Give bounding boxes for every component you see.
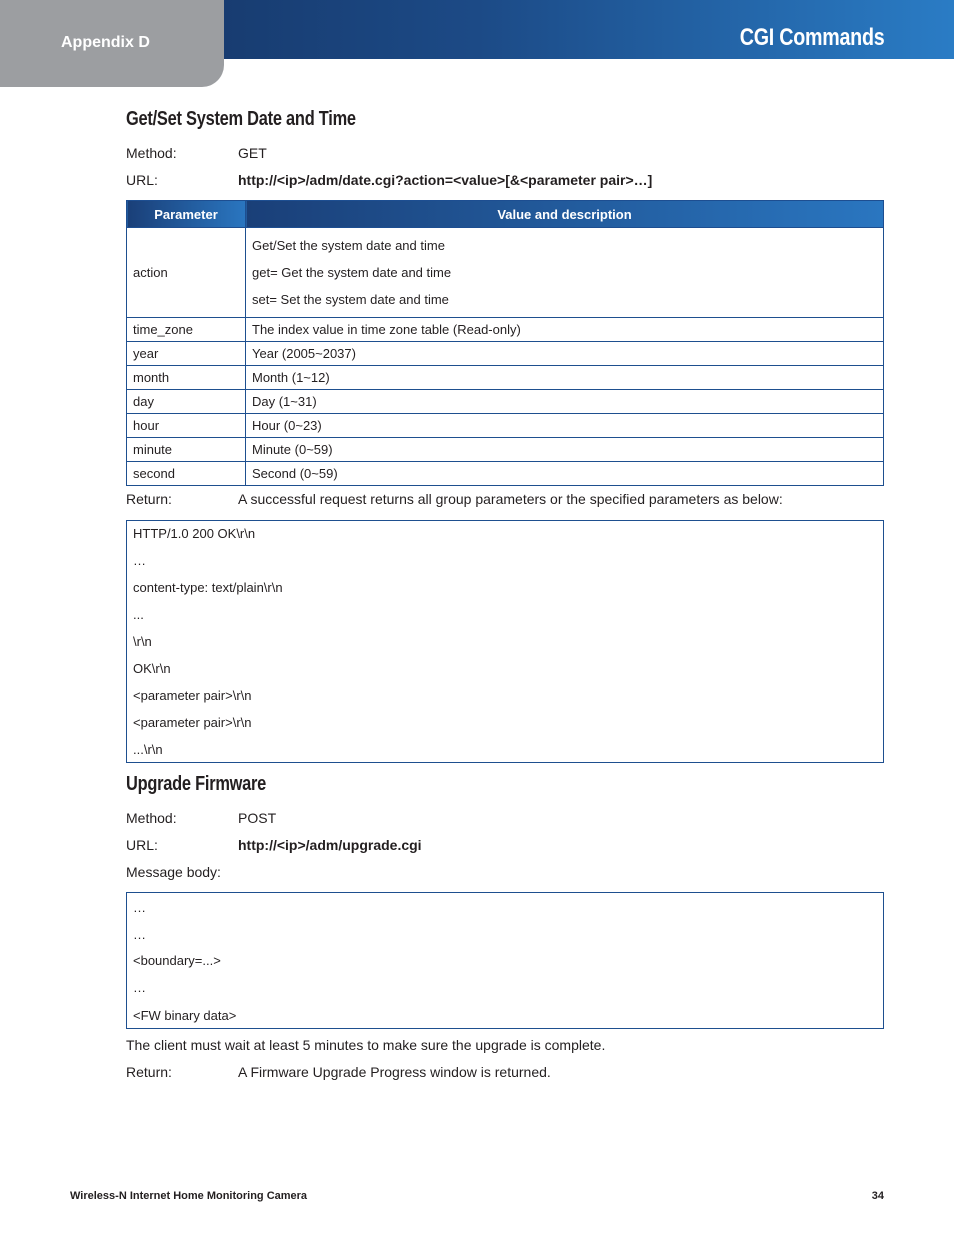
table-row [127,366,884,390]
url-row [126,172,652,188]
desc-cell: Year (2005~2037) [246,342,884,366]
parameter-table [126,200,884,486]
param-cell: month [127,366,246,390]
url-label: URL: [126,172,158,188]
param-cell: hour [127,414,246,438]
appendix-label: Appendix D [61,34,150,51]
table-header-description: Value and description [246,201,884,228]
return-value: A successful request returns all group parameters or the specified parameters as below: [238,491,783,507]
param-cell: time_zone [127,318,246,342]
method-row [126,810,276,826]
url-value: http://<ip>/adm/upgrade.cgi [238,837,422,853]
code-line: OK\r\n [133,661,171,676]
message-body-label: Message body: [126,864,221,880]
param-cell: year [127,342,246,366]
page-title: CGI Commands [739,24,884,51]
code-line: … [133,553,146,568]
message-body-code-box [126,892,884,1029]
desc-cell: Day (1~31) [246,390,884,414]
url-value: http://<ip>/adm/date.cgi?action=<value>[&<parameter pair>…] [238,172,653,188]
table-row [127,414,884,438]
wait-note: The client must wait at least 5 minutes to make sure the upgrade is complete. [126,1037,606,1053]
url-row [126,837,422,853]
method-value: GET [238,145,267,161]
code-line: <parameter pair>\r\n [133,715,252,730]
code-line: <parameter pair>\r\n [133,688,252,703]
code-line: ...\r\n [133,742,163,757]
param-cell: day [127,390,246,414]
desc-cell: Month (1~12) [246,366,884,390]
table-row [127,390,884,414]
param-cell: action [127,228,246,318]
appendix-tab [0,0,224,87]
response-code-box [126,520,884,763]
desc-cell: Hour (0~23) [246,414,884,438]
param-cell: minute [127,438,246,462]
desc-line: get= Get the system date and time [252,265,452,280]
desc-line: Get/Set the system date and time [252,238,445,253]
page-number: 34 [871,1190,884,1202]
code-line: content-type: text/plain\r\n [133,580,283,595]
desc-cell [246,228,884,318]
return-label: Return: [126,1064,172,1080]
code-line: HTTP/1.0 200 OK\r\n [133,526,256,541]
section-title-datetime: Get/Set System Date and Time [126,108,356,130]
footer-product: Wireless-N Internet Home Monitoring Camera [70,1190,308,1202]
table-row [127,318,884,342]
code-line: … [133,980,146,995]
return-row [126,491,783,507]
desc-cell: The index value in time zone table (Read-only) [246,318,884,342]
method-label: Method: [126,810,177,826]
table-row [127,438,884,462]
section-title-firmware: Upgrade Firmware [126,773,267,795]
return-value: A Firmware Upgrade Progress window is returned. [238,1064,551,1080]
code-line: <FW binary data> [133,1008,237,1023]
desc-cell: Second (0~59) [246,462,884,486]
code-line: ... [133,607,144,622]
code-line: … [133,900,146,915]
return-row [126,1064,551,1080]
table-header-parameter: Parameter [127,201,246,228]
method-value: POST [238,810,277,826]
url-label: URL: [126,837,158,853]
method-row [126,145,267,161]
desc-cell: Minute (0~59) [246,438,884,462]
table-row [127,462,884,486]
param-cell: second [127,462,246,486]
code-line: \r\n [133,634,152,649]
desc-line: set= Set the system date and time [252,292,449,307]
method-label: Method: [126,145,177,161]
code-line: … [133,927,146,942]
table-row [127,228,884,318]
return-label: Return: [126,491,172,507]
code-line: <boundary=...> [133,953,221,968]
table-row [127,342,884,366]
